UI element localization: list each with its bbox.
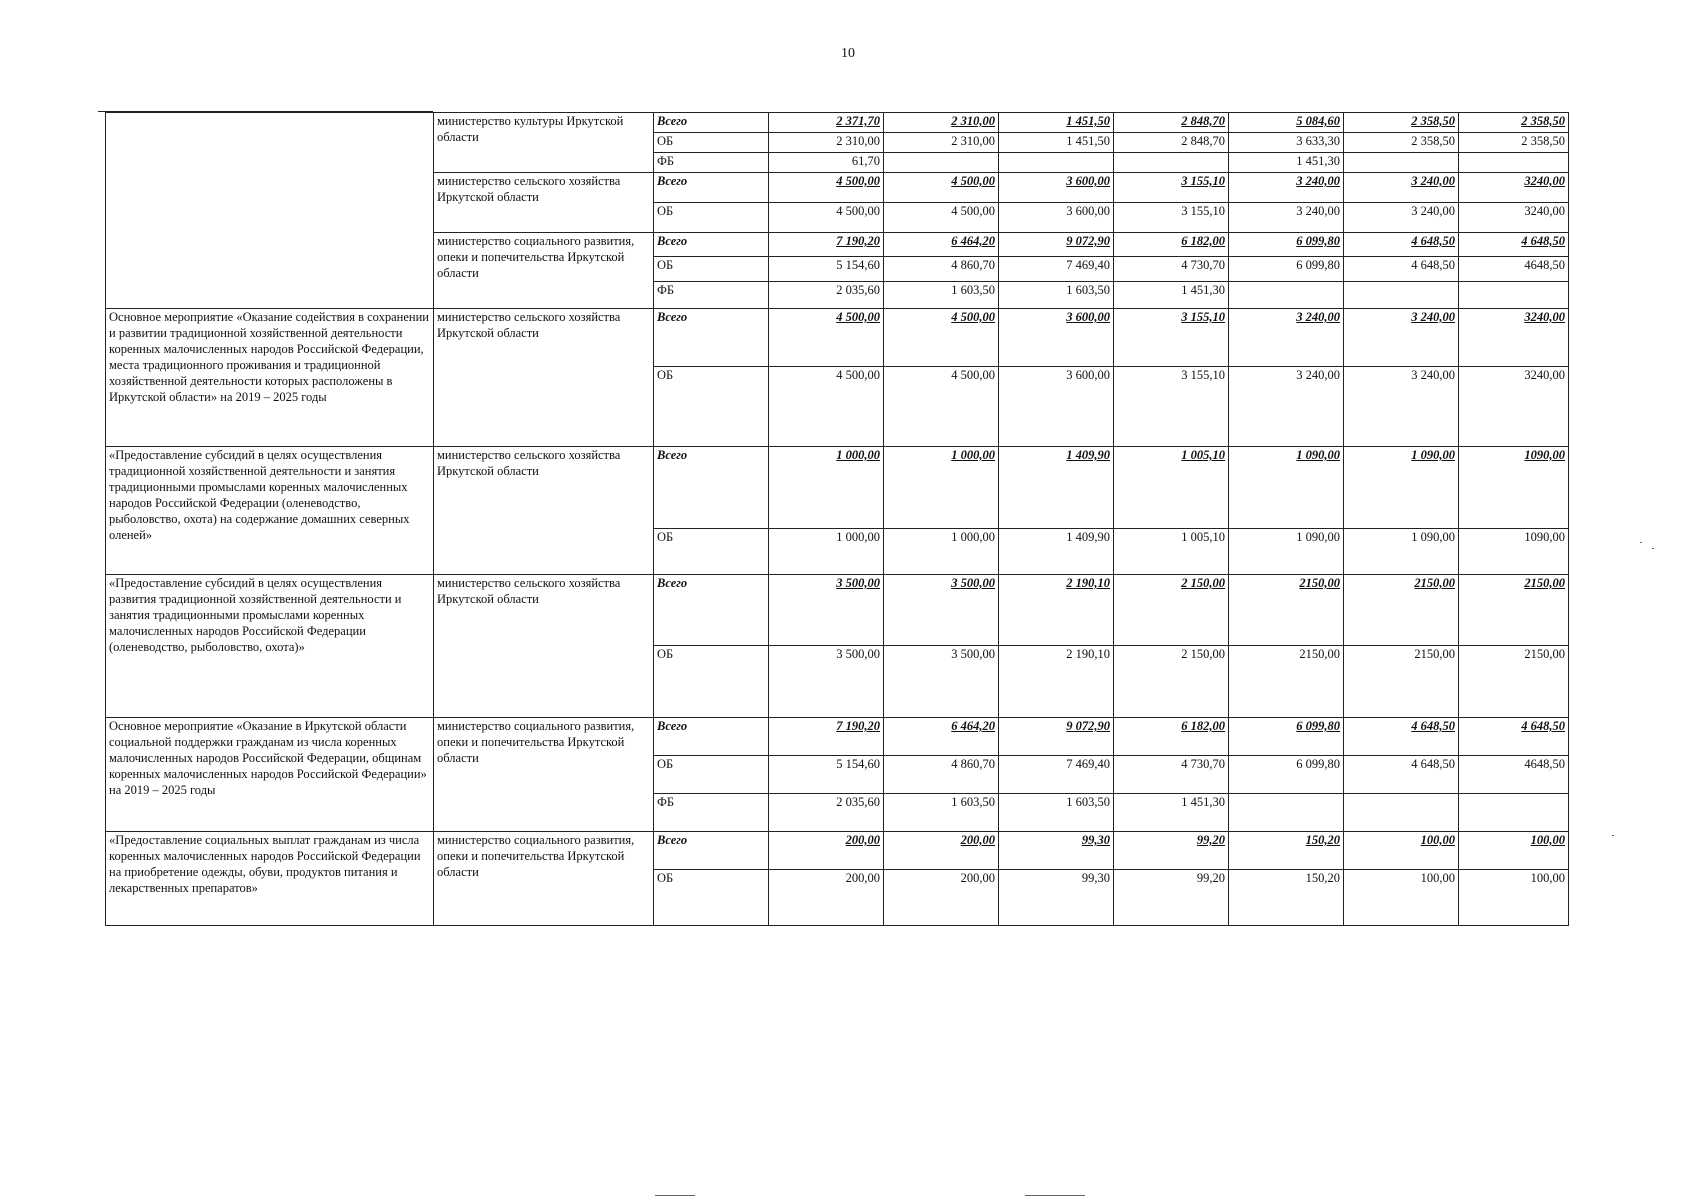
executor-cell: министерство культуры Иркутской области [434,113,654,173]
page-number: 10 [841,46,855,61]
value-cell: 99,20 [1114,832,1229,870]
value-cell: 1 451,30 [1114,794,1229,832]
value-cell: 3 240,00 [1344,367,1459,447]
value-cell: 3 155,10 [1114,309,1229,367]
scan-speck [1652,548,1654,549]
value-cell: 5 154,60 [769,756,884,794]
source-label: Всего [654,575,769,646]
value-cell: 3 240,00 [1229,309,1344,367]
value-cell: 2 035,60 [769,282,884,309]
value-cell [1229,794,1344,832]
scan-speck [1640,542,1642,543]
value-cell: 6 099,80 [1229,257,1344,282]
value-cell: 3 240,00 [1229,173,1344,203]
value-cell: 3 600,00 [999,367,1114,447]
value-cell: 3 500,00 [884,646,999,718]
value-cell: 3 240,00 [1344,203,1459,233]
value-cell: 100,00 [1459,870,1569,926]
value-cell: 4 730,70 [1114,257,1229,282]
value-cell: 6 182,00 [1114,233,1229,257]
value-cell: 1 603,50 [884,282,999,309]
scan-speck [1612,835,1614,836]
value-cell: 2 358,50 [1344,133,1459,153]
source-label: ОБ [654,133,769,153]
value-cell: 2 358,50 [1459,133,1569,153]
value-cell: 4 730,70 [1114,756,1229,794]
source-label: Всего [654,447,769,529]
value-cell: 6 464,20 [884,233,999,257]
value-cell [999,153,1114,173]
source-label: ОБ [654,529,769,575]
value-cell: 4648,50 [1459,756,1569,794]
value-cell: 3 155,10 [1114,203,1229,233]
activity-name-cell: Основное мероприятие «Оказание содействия в сохранении и развитии традиционной хозяйственной деятельности коренных малочисленных народов Российской Федерации, места традиционного проживания и традиционной хозяйственной деятельности которых расположены в Иркутской области» на 2019 – 2025 годы [106,309,434,447]
value-cell: 1090,00 [1459,447,1569,529]
value-cell: 200,00 [769,870,884,926]
value-cell: 1 000,00 [769,447,884,529]
table-row [106,832,1569,870]
activity-name-cell [106,113,434,309]
value-cell: 1 090,00 [1344,529,1459,575]
value-cell: 3 240,00 [1229,203,1344,233]
executor-cell: министерство сельского хозяйства Иркутской области [434,447,654,575]
value-cell: 200,00 [884,870,999,926]
value-cell: 3 600,00 [999,203,1114,233]
value-cell: 6 099,80 [1229,718,1344,756]
value-cell: 3 633,30 [1229,133,1344,153]
value-cell: 4 860,70 [884,756,999,794]
table-row [106,447,1569,529]
value-cell: 1 451,30 [1114,282,1229,309]
value-cell: 100,00 [1344,832,1459,870]
value-cell: 4 648,50 [1344,233,1459,257]
value-cell: 6 099,80 [1229,756,1344,794]
value-cell: 4 860,70 [884,257,999,282]
source-label: ФБ [654,282,769,309]
value-cell: 61,70 [769,153,884,173]
source-label: ОБ [654,646,769,718]
value-cell: 1 451,50 [999,113,1114,133]
source-label: Всего [654,233,769,257]
value-cell: 4 500,00 [769,367,884,447]
activity-name-cell: «Предоставление социальных выплат гражданам из числа коренных малочисленных народов Российской Федерации на приобретение одежды, обуви, продуктов питания и лекарственных препаратов» [106,832,434,926]
executor-cell: министерство сельского хозяйства Иркутской области [434,173,654,233]
source-label: ОБ [654,257,769,282]
source-label: Всего [654,718,769,756]
source-label: ФБ [654,794,769,832]
value-cell: 2150,00 [1344,575,1459,646]
value-cell: 1 005,10 [1114,529,1229,575]
value-cell: 2 150,00 [1114,575,1229,646]
executor-cell: министерство социального развития, опеки и попечительства Иркутской области [434,832,654,926]
value-cell [1459,282,1569,309]
value-cell [884,153,999,173]
value-cell [1344,153,1459,173]
value-cell: 99,30 [999,832,1114,870]
value-cell: 3 500,00 [769,646,884,718]
value-cell: 2150,00 [1459,646,1569,718]
value-cell: 9 072,90 [999,233,1114,257]
value-cell [1459,153,1569,173]
value-cell: 99,20 [1114,870,1229,926]
value-cell [1459,794,1569,832]
value-cell: 7 469,40 [999,756,1114,794]
source-label: Всего [654,113,769,133]
value-cell: 6 099,80 [1229,233,1344,257]
value-cell: 3 500,00 [884,575,999,646]
value-cell: 1 090,00 [1344,447,1459,529]
scan-speck [1025,1195,1085,1196]
value-cell: 2 035,60 [769,794,884,832]
value-cell: 3240,00 [1459,367,1569,447]
source-label: ФБ [654,153,769,173]
value-cell: 3240,00 [1459,309,1569,367]
budget-table [105,112,1569,926]
value-cell: 7 190,20 [769,233,884,257]
value-cell: 5 154,60 [769,257,884,282]
table-row [106,309,1569,367]
source-label: Всего [654,173,769,203]
value-cell: 2150,00 [1229,646,1344,718]
value-cell: 2150,00 [1459,575,1569,646]
value-cell: 1 000,00 [884,447,999,529]
executor-cell: министерство сельского хозяйства Иркутской области [434,575,654,718]
value-cell: 3 155,10 [1114,367,1229,447]
value-cell [1229,282,1344,309]
value-cell [1344,282,1459,309]
value-cell: 2 310,00 [884,133,999,153]
source-label: ОБ [654,870,769,926]
value-cell: 2 310,00 [884,113,999,133]
value-cell: 4 500,00 [769,173,884,203]
value-cell: 2 310,00 [769,133,884,153]
value-cell: 6 182,00 [1114,718,1229,756]
value-cell: 4 500,00 [884,367,999,447]
executor-cell: министерство социального развития, опеки и попечительства Иркутской области [434,718,654,832]
value-cell: 1 409,90 [999,529,1114,575]
value-cell: 4 500,00 [769,203,884,233]
value-cell: 1 000,00 [884,529,999,575]
value-cell: 4 648,50 [1459,718,1569,756]
value-cell: 100,00 [1344,870,1459,926]
executor-cell: министерство социального развития, опеки и попечительства Иркутской области [434,233,654,309]
value-cell: 7 469,40 [999,257,1114,282]
value-cell: 4 648,50 [1344,257,1459,282]
value-cell: 1 000,00 [769,529,884,575]
value-cell: 1 451,50 [999,133,1114,153]
value-cell: 150,20 [1229,870,1344,926]
value-cell: 4 500,00 [884,309,999,367]
source-label: ОБ [654,367,769,447]
value-cell: 2 190,10 [999,575,1114,646]
value-cell: 2 848,70 [1114,133,1229,153]
value-cell [1114,153,1229,173]
value-cell: 1 090,00 [1229,447,1344,529]
value-cell: 2 190,10 [999,646,1114,718]
value-cell: 2 358,50 [1459,113,1569,133]
value-cell: 3 240,00 [1344,173,1459,203]
value-cell: 150,20 [1229,832,1344,870]
value-cell: 2 848,70 [1114,113,1229,133]
value-cell: 2150,00 [1344,646,1459,718]
value-cell: 2 150,00 [1114,646,1229,718]
value-cell: 4 648,50 [1459,233,1569,257]
value-cell: 4 648,50 [1344,756,1459,794]
activity-name-cell: «Предоставление субсидий в целях осуществления развития традиционной хозяйственной деятельности и занятия традиционными промыслами коренных малочисленных народов Российской Федерации (оленеводство, рыболовство, охота)» [106,575,434,718]
value-cell: 9 072,90 [999,718,1114,756]
value-cell: 3 240,00 [1344,309,1459,367]
activity-name-cell: Основное мероприятие «Оказание в Иркутской области социальной поддержки гражданам из числа коренных малочисленных народов Российской Федерации, общинам коренных малочисленных народов Российской Федерации» на 2019 – 2025 годы [106,718,434,832]
scan-speck [655,1195,695,1196]
value-cell: 5 084,60 [1229,113,1344,133]
value-cell: 3 155,10 [1114,173,1229,203]
value-cell: 1090,00 [1459,529,1569,575]
value-cell: 4648,50 [1459,257,1569,282]
value-cell: 1 451,30 [1229,153,1344,173]
table-row [106,575,1569,646]
value-cell: 3 600,00 [999,309,1114,367]
value-cell: 4 500,00 [884,203,999,233]
value-cell: 1 090,00 [1229,529,1344,575]
value-cell: 4 648,50 [1344,718,1459,756]
source-label: Всего [654,832,769,870]
activity-name-cell: «Предоставление субсидий в целях осуществления традиционной хозяйственной деятельности и занятия традиционными промыслами коренных малочисленных народов Российской Федерации (оленеводство, рыболовство, охота) на содержание домашних северных оленей» [106,447,434,575]
value-cell: 1 603,50 [999,282,1114,309]
value-cell [1344,794,1459,832]
value-cell: 3 500,00 [769,575,884,646]
source-label: Всего [654,309,769,367]
value-cell: 200,00 [769,832,884,870]
value-cell: 1 603,50 [999,794,1114,832]
value-cell: 1 409,90 [999,447,1114,529]
value-cell: 1 005,10 [1114,447,1229,529]
value-cell: 6 464,20 [884,718,999,756]
value-cell: 7 190,20 [769,718,884,756]
value-cell: 99,30 [999,870,1114,926]
executor-cell: министерство сельского хозяйства Иркутской области [434,309,654,447]
table-row [106,113,1569,133]
value-cell: 2 358,50 [1344,113,1459,133]
value-cell: 1 603,50 [884,794,999,832]
source-label: ОБ [654,203,769,233]
value-cell: 100,00 [1459,832,1569,870]
value-cell: 2 371,70 [769,113,884,133]
value-cell: 4 500,00 [884,173,999,203]
source-label: ОБ [654,756,769,794]
value-cell: 200,00 [884,832,999,870]
value-cell: 4 500,00 [769,309,884,367]
value-cell: 3 600,00 [999,173,1114,203]
value-cell: 3240,00 [1459,173,1569,203]
value-cell: 2150,00 [1229,575,1344,646]
table-row [106,718,1569,756]
value-cell: 3240,00 [1459,203,1569,233]
value-cell: 3 240,00 [1229,367,1344,447]
